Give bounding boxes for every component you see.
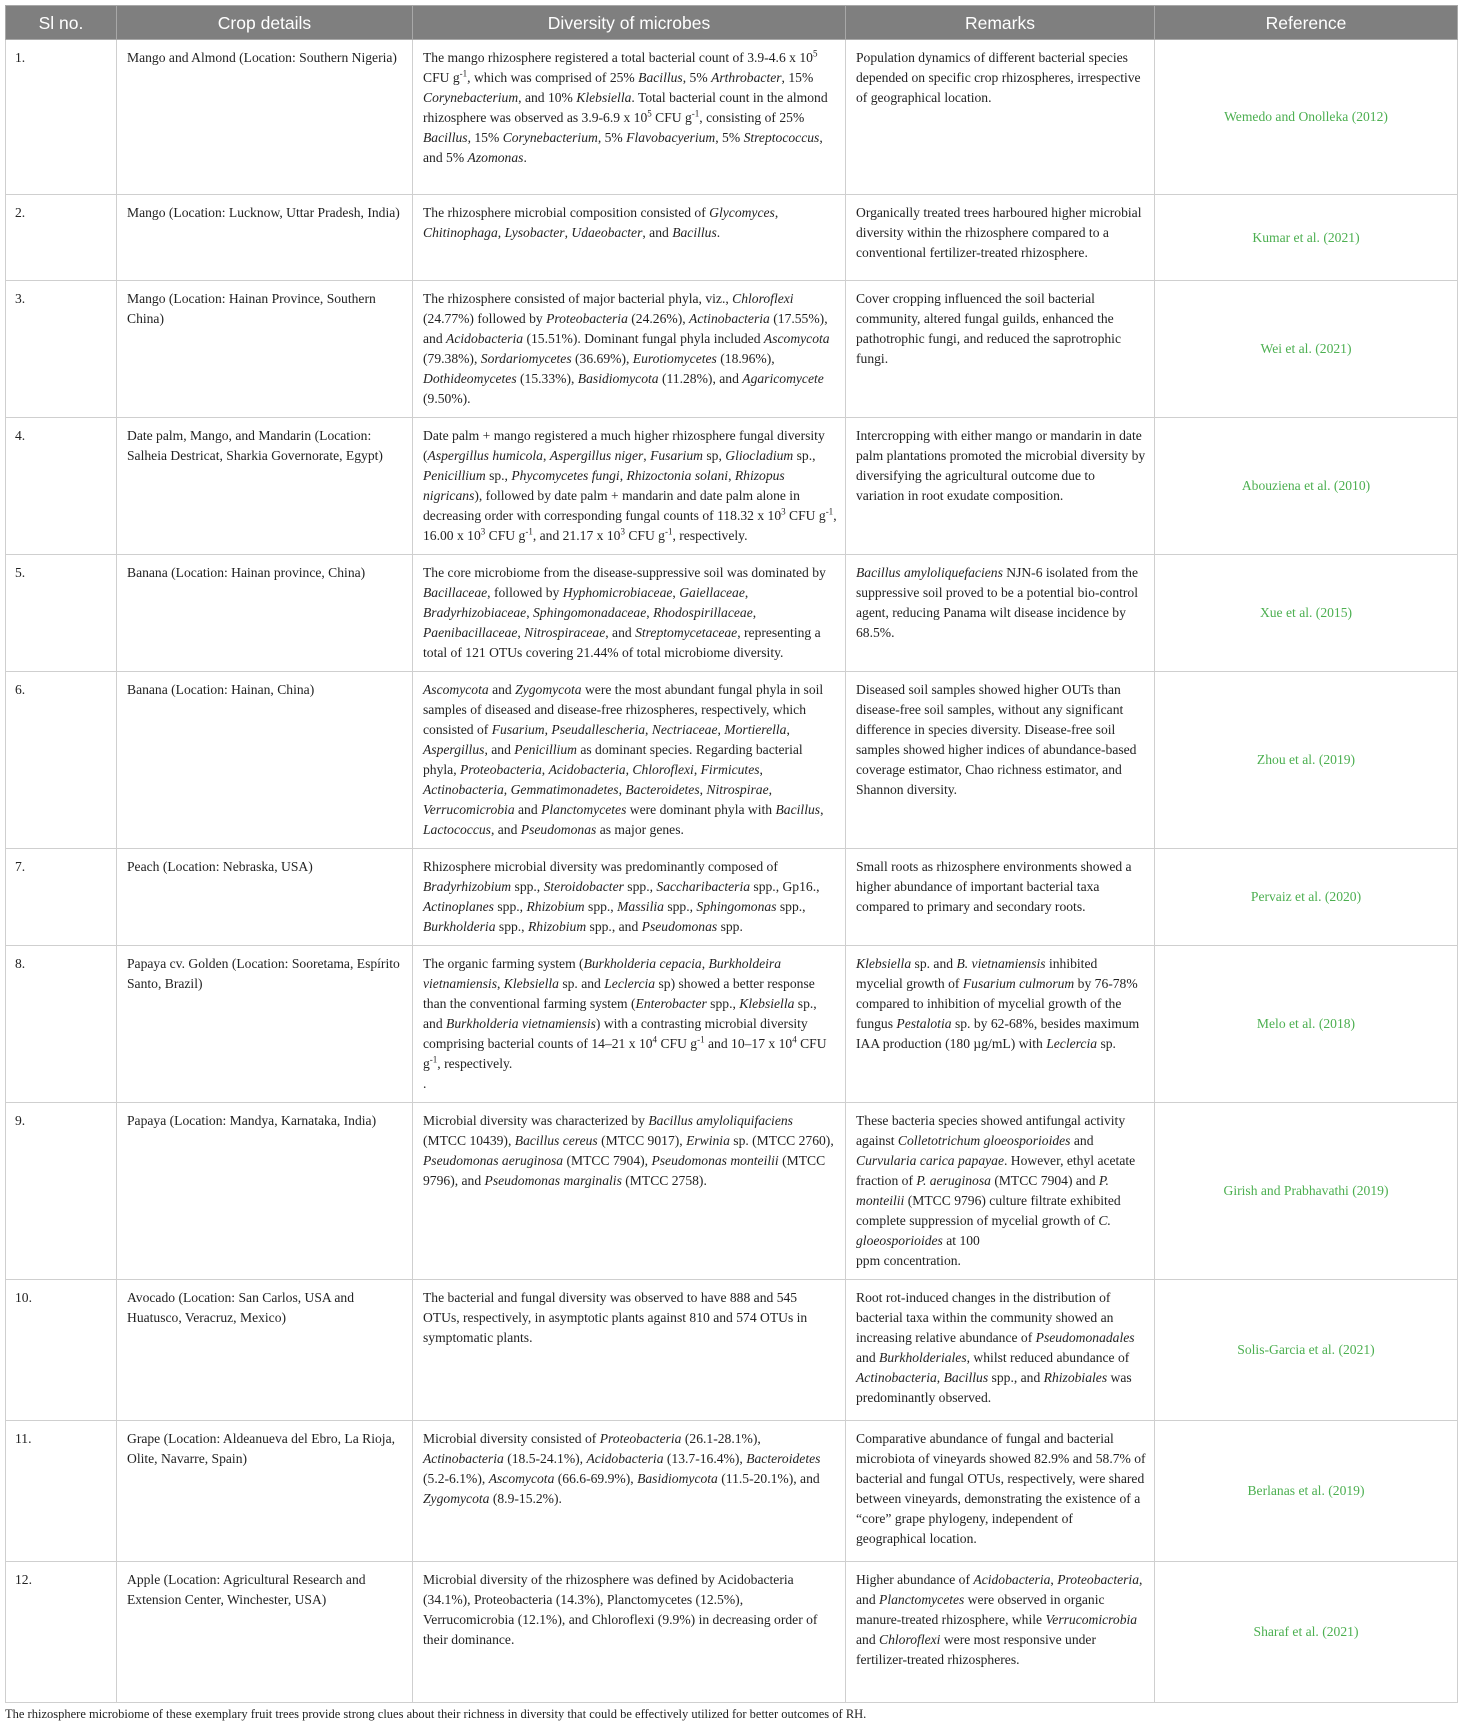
column-header-crop-details: Crop details — [117, 6, 413, 40]
remarks-cell: Small roots as rhizosphere environments showed a higher abundance of important bacterial taxa compared to primary and secondary roots. — [846, 849, 1155, 946]
table-row — [6, 281, 1458, 418]
row-number: 7. — [6, 849, 117, 946]
table-row — [6, 1421, 1458, 1562]
table-row — [6, 1103, 1458, 1280]
row-number: 8. — [6, 946, 117, 1103]
column-header-reference: Reference — [1155, 6, 1458, 40]
row-number: 10. — [6, 1280, 117, 1421]
remarks-cell: Comparative abundance of fungal and bacterial microbiota of vineyards showed 82.9% and 58.7% of bacterial and fungal OTUs, respectively, were shared between vineyards, demonstrating the existence of a “core” grape phylogeny, independent of geographical location. — [846, 1421, 1155, 1562]
column-header-diversity: Diversity of microbes — [413, 6, 846, 40]
remarks-cell: Population dynamics of different bacterial species depended on specific crop rhizospheres, irrespective of geographical location. — [846, 40, 1155, 195]
table-row — [6, 555, 1458, 672]
microbe-diversity-table — [5, 5, 1458, 1703]
diversity-cell: Microbial diversity of the rhizosphere was defined by Acidobacteria (34.1%), Proteobacteria (14.3%), Planctomycetes (12.5%), Verrucomicrobia (12.1%), and Chloroflexi (9.9%) in decreasing order of their dominance. — [413, 1562, 846, 1703]
remarks-cell: Bacillus amyloliquefaciens NJN-6 isolated from the suppressive soil proved to be a potential bio-control agent, reducing Panama wilt disease incidence by 68.5%. — [846, 555, 1155, 672]
remarks-cell: Intercropping with either mango or mandarin in date palm plantations promoted the microbial diversity by diversifying the agricultural outcome due to variation in root exudate composition. — [846, 418, 1155, 555]
diversity-cell: The rhizosphere microbial composition consisted of Glycomyces, Chitinophaga, Lysobacter, Udaeobacter, and Bacillus. — [413, 195, 846, 281]
reference-link: Kumar et al. (2021) — [1155, 195, 1458, 281]
reference-link: Pervaiz et al. (2020) — [1155, 849, 1458, 946]
row-number: 12. — [6, 1562, 117, 1703]
diversity-cell: The rhizosphere consisted of major bacterial phyla, viz., Chloroflexi (24.77%) followed by Proteobacteria (24.26%), Actinobacteria (17.55%), and Acidobacteria (15.51%). Dominant fungal phyla included Ascomycota (79.38%), Sordariomycetes (36.69%), Eurotiomycetes (18.96%), Dothideomycetes (15.33%), Basidiomycota (11.28%), and Agaricomycete (9.50%). — [413, 281, 846, 418]
reference-link: Wemedo and Onolleka (2012) — [1155, 40, 1458, 195]
row-number: 5. — [6, 555, 117, 672]
crop-details-cell: Banana (Location: Hainan, China) — [117, 672, 413, 849]
diversity-cell: Date palm + mango registered a much higher rhizosphere fungal diversity (Aspergillus humicola, Aspergillus niger, Fusarium sp, Gliocladium sp., Penicillium sp., Phycomycetes fungi, Rhizoctonia solani, Rhizopus nigricans), followed by date palm + mandarin and date palm alone in decreasing order with corresponding fungal counts of 118.32 x $10^3$ CFU $g^{-1}$, 16.00 x $10^3$ CFU $g^{-1}$, and 21.17 x $10^3$ CFU $g^{-1}$, respectively. — [413, 418, 846, 555]
crop-details-cell: Mango and Almond (Location: Southern Nigeria) — [117, 40, 413, 195]
table-footnote: The rhizosphere microbiome of these exemplary fruit trees provide strong clues about their richness in diversity that could be effectively utilized for better outcomes of RH. — [5, 1707, 867, 1721]
crop-details-cell: Papaya cv. Golden (Location: Sooretama, Espírito Santo, Brazil) — [117, 946, 413, 1103]
diversity-cell: The organic farming system (Burkholderia cepacia, Burkholdeira vietnamiensis, Klebsiella sp. and Leclercia sp) showed a better response than the conventional farming system (Enterobacter spp., Klebsiella sp., and Burkholderia vietnamiensis) with a contrasting microbial diversity comprising bacterial counts of 14–21 x $10^4$ CFU $g^{-1}$ and 10–17 x $10^4$ CFU $g^{-1}$, respectively. . — [413, 946, 846, 1103]
remarks-cell: Root rot-induced changes in the distribution of bacterial taxa within the community showed an increasing relative abundance of Pseudomonadales and Burkholderiales, whilst reduced abundance of Actinobacteria, Bacillus spp., and Rhizobiales was predominantly observed. — [846, 1280, 1155, 1421]
crop-details-cell: Apple (Location: Agricultural Research and Extension Center, Winchester, USA) — [117, 1562, 413, 1703]
diversity-cell: Microbial diversity consisted of Proteobacteria (26.1-28.1%), Actinobacteria (18.5-24.1%), Acidobacteria (13.7-16.4%), Bacteroidetes (5.2-6.1%), Ascomycota (66.6-69.9%), Basidiomycota (11.5-20.1%), and Zygomycota (8.9-15.2%). — [413, 1421, 846, 1562]
column-header-remarks: Remarks — [846, 6, 1155, 40]
table-row — [6, 40, 1458, 195]
remarks-cell: Organically treated trees harboured higher microbial diversity within the rhizosphere compared to a conventional fertilizer-treated rhizosphere. — [846, 195, 1155, 281]
crop-details-cell: Papaya (Location: Mandya, Karnataka, India) — [117, 1103, 413, 1280]
table-row — [6, 195, 1458, 281]
remarks-cell: Higher abundance of Acidobacteria, Proteobacteria, and Planctomycetes were observed in organic manure-treated rhizosphere, while Verrucomicrobia and Chloroflexi were most responsive under fertilizer-treated rhizospheres. — [846, 1562, 1155, 1703]
crop-details-cell: Avocado (Location: San Carlos, USA and Huatusco, Veracruz, Mexico) — [117, 1280, 413, 1421]
table-row — [6, 946, 1458, 1103]
remarks-cell: Diseased soil samples showed higher OUTs than disease-free soil samples, without any significant difference in species diversity. Disease-free soil samples showed higher indices of abundance-based coverage estimator, Chao richness estimator, and Shannon diversity. — [846, 672, 1155, 849]
crop-details-cell: Grape (Location: Aldeanueva del Ebro, La Rioja, Olite, Navarre, Spain) — [117, 1421, 413, 1562]
row-number: 4. — [6, 418, 117, 555]
diversity-cell: Microbial diversity was characterized by Bacillus amyloliquifaciens (MTCC 10439), Bacillus cereus (MTCC 9017), Erwinia sp. (MTCC 2760), Pseudomonas aeruginosa (MTCC 7904), Pseudomonas monteilii (MTCC 9796), and Pseudomonas marginalis (MTCC 2758). — [413, 1103, 846, 1280]
remarks-cell: These bacteria species showed antifungal activity against Colletotrichum gloeosporioides and Curvularia carica papayae. However, ethyl acetate fraction of P. aeruginosa (MTCC 7904) and P. monteilii (MTCC 9796) culture filtrate exhibited complete suppression of mycelial growth of C. gloeosporioides at 100 ppm concentration. — [846, 1103, 1155, 1280]
diversity-cell: The bacterial and fungal diversity was observed to have 888 and 545 OTUs, respectively, in asymptotic plants against 810 and 574 OTUs in symptomatic plants. — [413, 1280, 846, 1421]
table-row — [6, 672, 1458, 849]
table-row — [6, 418, 1458, 555]
crop-details-cell: Mango (Location: Hainan Province, Southern China) — [117, 281, 413, 418]
remarks-cell: Klebsiella sp. and B. vietnamiensis inhibited mycelial growth of Fusarium culmorum by 76-78% compared to inhibition of mycelial growth of the fungus Pestalotia sp. by 62-68%, besides maximum IAA production (180 µg/mL) with Leclercia sp. — [846, 946, 1155, 1103]
reference-link: Xue et al. (2015) — [1155, 555, 1458, 672]
reference-link: Berlanas et al. (2019) — [1155, 1421, 1458, 1562]
table-row — [6, 849, 1458, 946]
row-number: 1. — [6, 40, 117, 195]
reference-link: Solis-Garcia et al. (2021) — [1155, 1280, 1458, 1421]
reference-link: Sharaf et al. (2021) — [1155, 1562, 1458, 1703]
crop-details-cell: Peach (Location: Nebraska, USA) — [117, 849, 413, 946]
column-header-sl-no: Sl no. — [6, 6, 117, 40]
crop-details-cell: Date palm, Mango, and Mandarin (Location: Salheia Destricat, Sharkia Governorate, Egypt) — [117, 418, 413, 555]
reference-link: Zhou et al. (2019) — [1155, 672, 1458, 849]
reference-link: Wei et al. (2021) — [1155, 281, 1458, 418]
table-header-row — [6, 6, 1458, 40]
diversity-cell: The core microbiome from the disease-suppressive soil was dominated by Bacillaceae, followed by Hyphomicrobiaceae, Gaiellaceae, Bradyrhizobiaceae, Sphingomonadaceae, Rhodospirillaceae, Paenibacillaceae, Nitrospiraceae, and Streptomycetaceae, representing a total of 121 OTUs covering 21.44% of total microbiome diversity. — [413, 555, 846, 672]
table-row — [6, 1562, 1458, 1703]
row-number: 2. — [6, 195, 117, 281]
row-number: 3. — [6, 281, 117, 418]
reference-link: Melo et al. (2018) — [1155, 946, 1458, 1103]
row-number: 11. — [6, 1421, 117, 1562]
table-row — [6, 1280, 1458, 1421]
table-body — [6, 40, 1458, 1703]
row-number: 6. — [6, 672, 117, 849]
diversity-cell: The mango rhizosphere registered a total bacterial count of 3.9-4.6 x $10^5$ CFU $g^{-1}$, which was comprised of 25% Bacillus, 5% Arthrobacter, 15% Corynebacterium, and 10% Klebsiella. Total bacterial count in the almond rhizosphere was observed as 3.9-6.9 x $10^5$ CFU $g^{-1}$, consisting of 25% Bacillus, 15% Corynebacterium, 5% Flavobacyerium, 5% Streptococcus, and 5% Azomonas. — [413, 40, 846, 195]
reference-link: Girish and Prabhavathi (2019) — [1155, 1103, 1458, 1280]
row-number: 9. — [6, 1103, 117, 1280]
diversity-cell: Ascomycota and Zygomycota were the most abundant fungal phyla in soil samples of diseased and disease-free rhizospheres, respectively, which consisted of Fusarium, Pseudallescheria, Nectriaceae, Mortierella, Aspergillus, and Penicillium as dominant species. Regarding bacterial phyla, Proteobacteria, Acidobacteria, Chloroflexi, Firmicutes, Actinobacteria, Gemmatimonadetes, Bacteroidetes, Nitrospirae, Verrucomicrobia and Planctomycetes were dominant phyla with Bacillus, Lactococcus, and Pseudomonas as major genes. — [413, 672, 846, 849]
diversity-cell: Rhizosphere microbial diversity was predominantly composed of Bradyrhizobium spp., Steroidobacter spp., Saccharibacteria spp., Gp16., Actinoplanes spp., Rhizobium spp., Massilia spp., Sphingomonas spp., Burkholderia spp., Rhizobium spp., and Pseudomonas spp. — [413, 849, 846, 946]
remarks-cell: Cover cropping influenced the soil bacterial community, altered fungal guilds, enhanced the pathotrophic fungi, and reduced the saprotrophic fungi. — [846, 281, 1155, 418]
crop-details-cell: Banana (Location: Hainan province, China) — [117, 555, 413, 672]
crop-details-cell: Mango (Location: Lucknow, Uttar Pradesh, India) — [117, 195, 413, 281]
reference-link: Abouziena et al. (2010) — [1155, 418, 1458, 555]
